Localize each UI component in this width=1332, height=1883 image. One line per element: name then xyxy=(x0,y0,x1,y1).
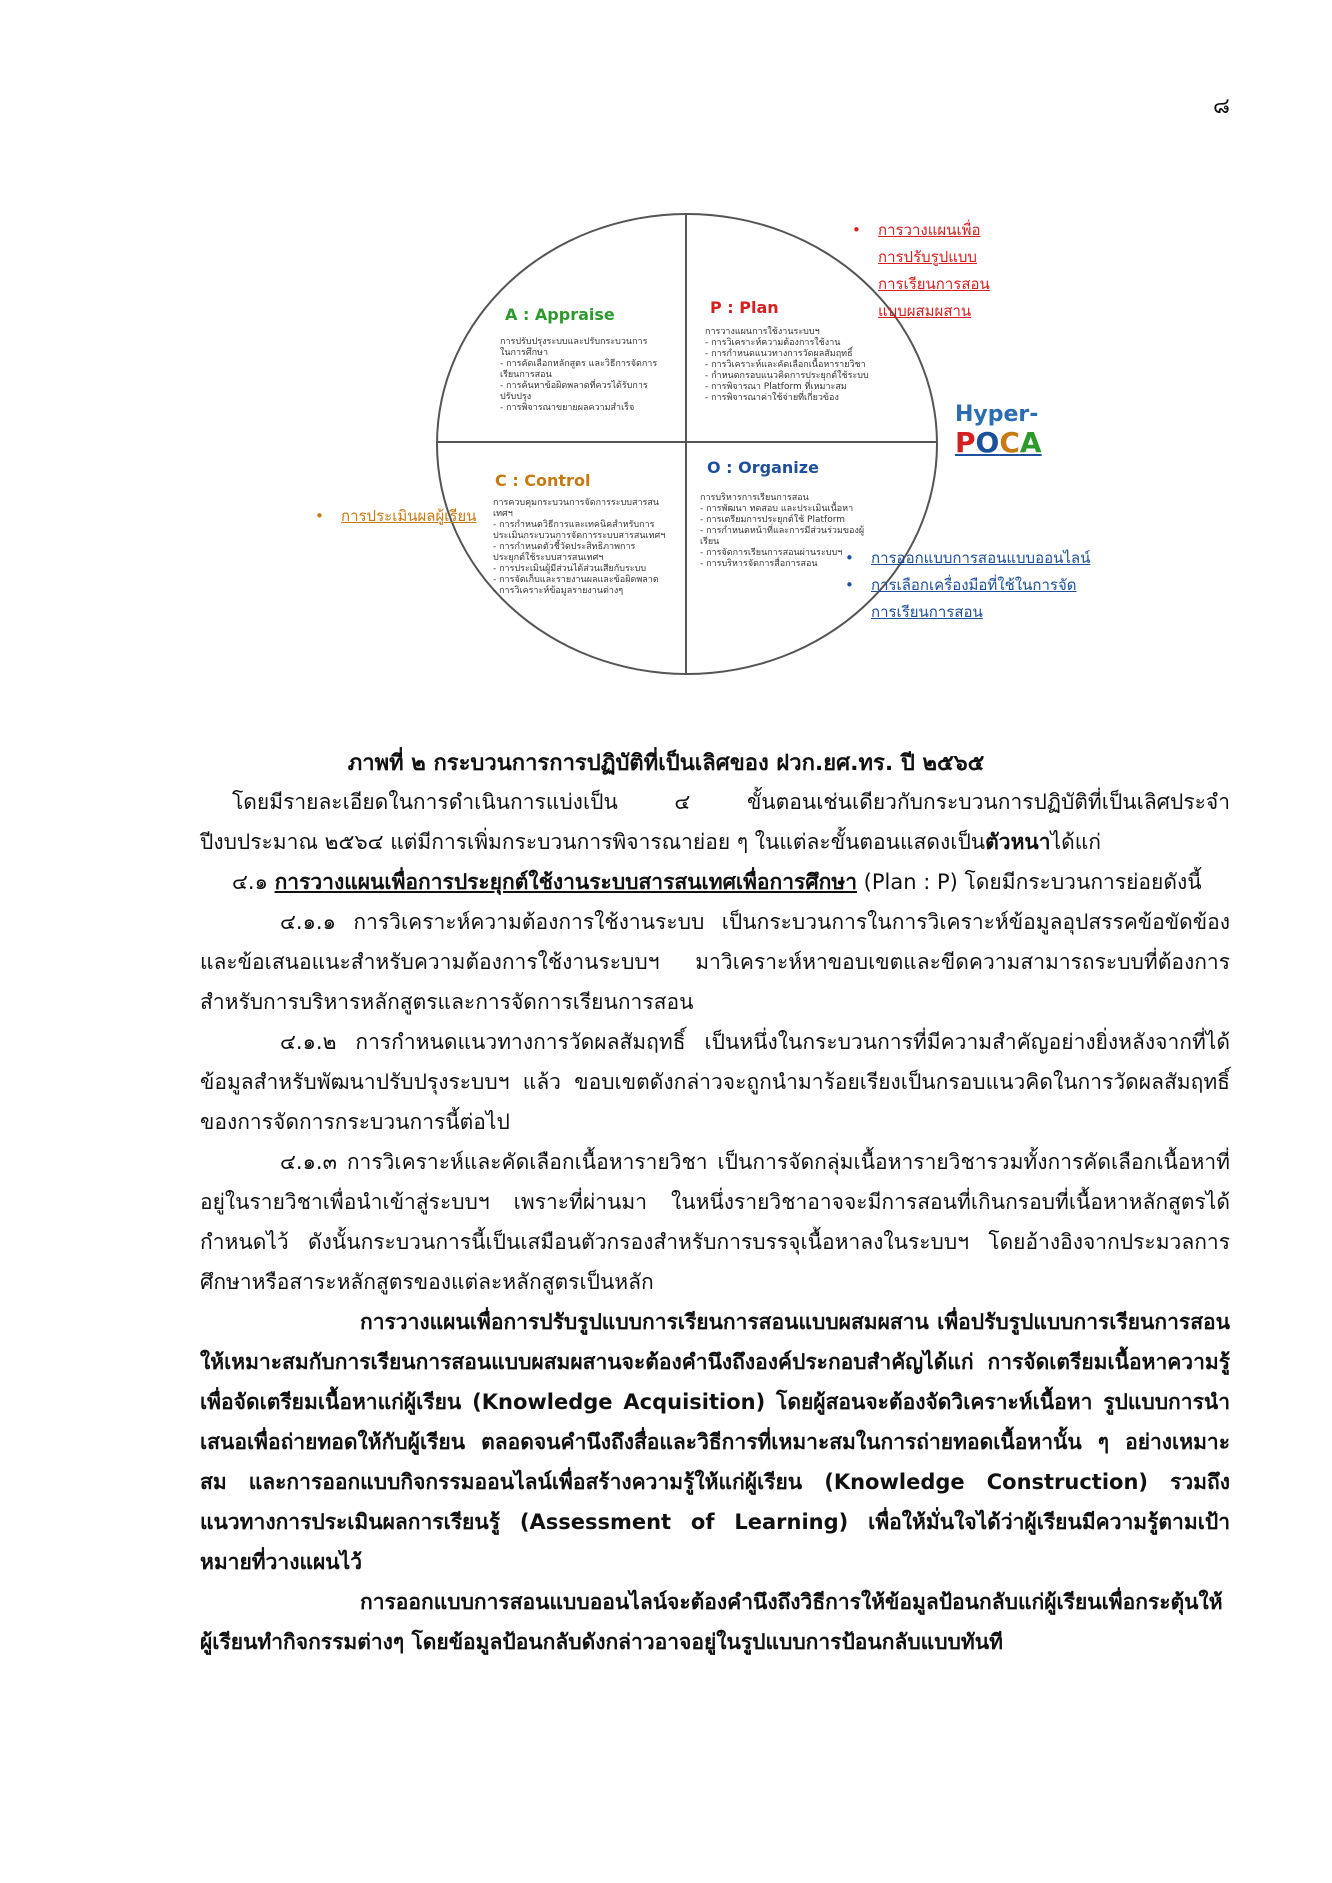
section-4-1-3: ๔.๑.๓ การวิเคราะห์และคัดเลือกเนื้อหารายวิชา เป็นการจัดกลุ่มเนื้อหารายวิชารวมทั้งการคัดเลือกเนื้อหาที่อยู่ในรายวิชาเพื่อนำเข้าสู่ระบบฯ เพราะที่ผ่านมา ในหนึ่งรายวิชาอาจจะมีการสอนที่เกินกรอบที่เนื้อหาหลักสูตรได้กำหนดไว้ ดังนั้นกระบวนการนี้เป็นเสมือนตัวกรองสำหรับการบรรจุเนื้อหาลงในระบบฯ โดยอ้างอิงจากประมวลการศึกษาหรือสาระหลักสูตรของแต่ละหลักสูตรเป็นหลัก xyxy=(200,1150,1230,1294)
hyper-poca-diagram xyxy=(300,205,1100,695)
organize-bullet-note xyxy=(845,545,1090,626)
diagram-horizontal-divider xyxy=(436,441,938,443)
appraise-list-item: - การค้นหาข้อผิดพลาดที่ควรได้รับการ xyxy=(500,381,648,391)
diagram-vertical-divider xyxy=(685,213,687,675)
plan-title: P : Plan xyxy=(710,298,779,317)
hyper-poca-logo xyxy=(955,403,1042,459)
organize-list-item: - การเตรียมการประยุกต์ใช้ Platform xyxy=(700,515,846,525)
blended-planning-paragraph: การวางแผนเพื่อการปรับรูปแบบการเรียนการสอนแบบผสมผสาน เพื่อปรับรูปแบบการเรียนการสอนให้เหมาะสมกับการเรียนการสอนแบบผสมผสานจะต้องคำนึงถึงองค์ประกอบสำคัญได้แก่ การจัดเตรียมเนื้อหาความรู้เพื่อจัดเตรียมเนื้อหาแก่ผู้เรียน (Knowledge Acquisition) โดยผู้สอนจะต้องจัดวิเคราะห์เนื้อหา รูปแบบการนำเสนอเพื่อถ่ายทอดให้กับผู้เรียน ตลอดจนคำนึงถึงสื่อและวิธีการที่เหมาะสมในการถ่ายทอดเนื้อหานั้น ๆ อย่างเหมาะสม และการออกแบบกิจกรรมออนไลน์เพื่อสร้างความรู้ให้แก่ผู้เรียน (Knowledge Construction) รวมถึงแนวทางการประเมินผลการเรียนรู้ (Assessment of Learning) เพื่อให้มั่นใจได้ว่าผู้เรียนมีความรู้ตามเป้าหมายที่วางแผนไว้ xyxy=(200,1310,1230,1574)
appraise-list-item: การปรับปรุงระบบและปรับกระบวนการ xyxy=(500,337,648,347)
section-4-1-heading xyxy=(200,862,1230,902)
appraise-list-item: เรียนการสอน xyxy=(500,370,552,380)
hyper-label: Hyper- xyxy=(955,402,1039,427)
plan-note-line: การปรับรูปแบบ xyxy=(878,248,977,266)
control-list-item: - การวิเคราะห์ข้อมูลรายงานต่างๆ xyxy=(493,586,624,596)
organize-list-item: - การบริหารจัดการสื่อการสอน xyxy=(700,559,818,569)
plan-list-item: การวางแผนการใช้งานระบบฯ xyxy=(705,327,820,337)
section-4-1-number: ๔.๑ xyxy=(232,870,275,894)
poca-a: A xyxy=(1019,426,1042,459)
organize-list-item: การบริหารการเรียนการสอน xyxy=(700,493,809,503)
intro-end: ได้แก่ xyxy=(1050,830,1102,854)
intro-bold-word: ตัวหนา xyxy=(985,830,1051,854)
appraise-title: A : Appraise xyxy=(505,305,615,324)
section-4-1-1: ๔.๑.๑ การวิเคราะห์ความต้องการใช้งานระบบ เป็นกระบวนการในการวิเคราะห์ข้อมูลอุปสรรคข้อขัดข้อง และข้อเสนอแนะสำหรับความต้องการใช้งานระบบฯ มาวิเคราะห์หาขอบเขตและขีดความสามารถระบบที่ต้องการสำหรับการบริหารหลักสูตรและการจัดการเรียนการสอน xyxy=(200,910,1230,1014)
poca-p: P xyxy=(955,426,976,459)
control-list-item: - การกำหนดตัวชี้วัดประสิทธิภาพการ xyxy=(493,542,636,552)
intro-text: โดยมีรายละเอียดในการดำเนินการแบ่งเป็น ๔ ขั้นตอนเช่นเดียวกับกระบวนการปฏิบัติที่เป็นเลิศประจำปีงบประมาณ ๒๕๖๔ แต่มีการเพิ่มกระบวนการพิจารณาย่อย ๆ ในแต่ละขั้นตอนแสดงเป็น xyxy=(200,790,1230,854)
appraise-list-item: - การคัดเลือกหลักสูตร และวิธีการจัดการ xyxy=(500,359,658,369)
appraise-list xyxy=(500,337,657,414)
poca-o: O xyxy=(975,426,1000,459)
control-list-item: - การกำหนดวิธีการและเทคนิคสำหรับการ xyxy=(493,520,655,530)
control-list xyxy=(493,498,665,597)
control-list-item: การควบคุมกระบวนการจัดการระบบสารสน xyxy=(493,498,660,508)
control-bullet-note xyxy=(315,503,476,530)
control-list-item: ประเมินกระบวนการจัดการระบบสารสนเทศฯ xyxy=(493,531,666,541)
organize-list-item: - การพัฒนา ทดสอบ และประเมินเนื้อหา xyxy=(700,504,854,514)
plan-list-item: - การกำหนดแนวทางการวัดผลสัมฤทธิ์ xyxy=(705,349,853,359)
section-4-1-2: ๔.๑.๒ การกำหนดแนวทางการวัดผลสัมฤทธิ์ เป็นหนึ่งในกระบวนการที่มีความสำคัญอย่างยิ่งหลังจากที่ได้ข้อมูลสำหรับพัฒนาปรับปรุงระบบฯ แล้ว ขอบเขตดังกล่าวจะถูกนำมาร้อยเรียงเป็นกรอบแนวคิดในการวัดผลสัมฤทธิ์ของการจัดการกระบวนการนี้ต่อไป xyxy=(200,1030,1230,1134)
page-number: ๘ xyxy=(1213,94,1230,119)
organize-note-line: • การเลือกเครื่องมือที่ใช้ในการจัด xyxy=(845,572,1090,599)
control-list-item: ประยุกต์ใช้ระบบสารสนเทศฯ xyxy=(493,553,604,563)
control-note-line: • การประเมินผลผู้เรียน xyxy=(315,503,476,530)
appraise-list-item: ปรับปรุง xyxy=(500,392,532,402)
plan-note-line: • การวางแผนเพื่อ xyxy=(852,217,990,244)
figure-caption: ภาพที่ ๒ กระบวนการการปฏิบัติที่เป็นเลิศของ ฝวก.ยศ.ทร. ปี ๒๕๖๕ xyxy=(347,751,985,776)
control-list-item: - การจัดเก็บและรายงานผลและข้อผิดพลาด xyxy=(493,575,659,585)
poca-c: C xyxy=(999,426,1020,459)
control-list-item: - การประเมินผู้มีส่วนได้ส่วนเสียกับระบบ xyxy=(493,564,647,574)
plan-note-line: แบบผสมผสาน xyxy=(878,302,972,320)
plan-list-item: - การวิเคราะห์ความต้องการใช้งาน xyxy=(705,338,841,348)
organize-title: O : Organize xyxy=(707,458,819,477)
plan-list-item: - การวิเคราะห์และคัดเลือกเนื้อหารายวิชา xyxy=(705,360,866,370)
section-4-1-title: การวางแผนเพื่อการประยุกต์ใช้งานระบบสารสนเทศเพื่อการศึกษา xyxy=(274,870,857,894)
section-4-1-rest: (Plan : P) โดยมีกระบวนการย่อยดังนี้ xyxy=(857,870,1202,894)
organize-list-item: - การกำหนดหน้าที่และการมีส่วนร่วมของผู้ xyxy=(700,526,865,536)
plan-bullet-note xyxy=(852,217,990,325)
organize-list xyxy=(700,493,864,570)
plan-list-item: - การพิจารณาค่าใช้จ่ายที่เกี่ยวข้อง xyxy=(705,393,839,403)
organize-list-item: - การจัดการเรียนการสอนผ่านระบบฯ xyxy=(700,548,843,558)
organize-list-item: เรียน xyxy=(700,537,720,547)
online-design-paragraph: การออกแบบการสอนแบบออนไลน์จะต้องคำนึงถึงวิธีการให้ข้อมูลป้อนกลับแก่ผู้เรียนเพื่อกระตุ้นให้ผู้เรียนทำกิจกรรมต่างๆ โดยข้อมูลป้อนกลับดังกล่าวอาจอยู่ในรูปแบบการป้อนกลับแบบทันที xyxy=(200,1590,1223,1654)
organize-note-line: • การออกแบบการสอนแบบออนไลน์ xyxy=(845,545,1090,572)
control-title: C : Control xyxy=(495,471,591,490)
plan-note-line: การเรียนการสอน xyxy=(878,275,990,293)
body-text xyxy=(200,782,1230,1662)
plan-list-item: - การพิจารณา Platform ที่เหมาะสม xyxy=(705,382,847,392)
organize-note-line: การเรียนการสอน xyxy=(871,603,983,621)
control-list-item: เทศฯ xyxy=(493,509,513,519)
plan-list xyxy=(705,327,869,404)
intro-paragraph xyxy=(200,782,1230,862)
plan-list-item: - กำหนดกรอบแนวคิดการประยุกต์ใช้ระบบ xyxy=(705,371,869,381)
appraise-list-item: - การพิจารณาขยายผลความสำเร็จ xyxy=(500,403,635,413)
appraise-list-item: ในการศึกษา xyxy=(500,348,549,358)
poca-label xyxy=(955,427,1042,459)
